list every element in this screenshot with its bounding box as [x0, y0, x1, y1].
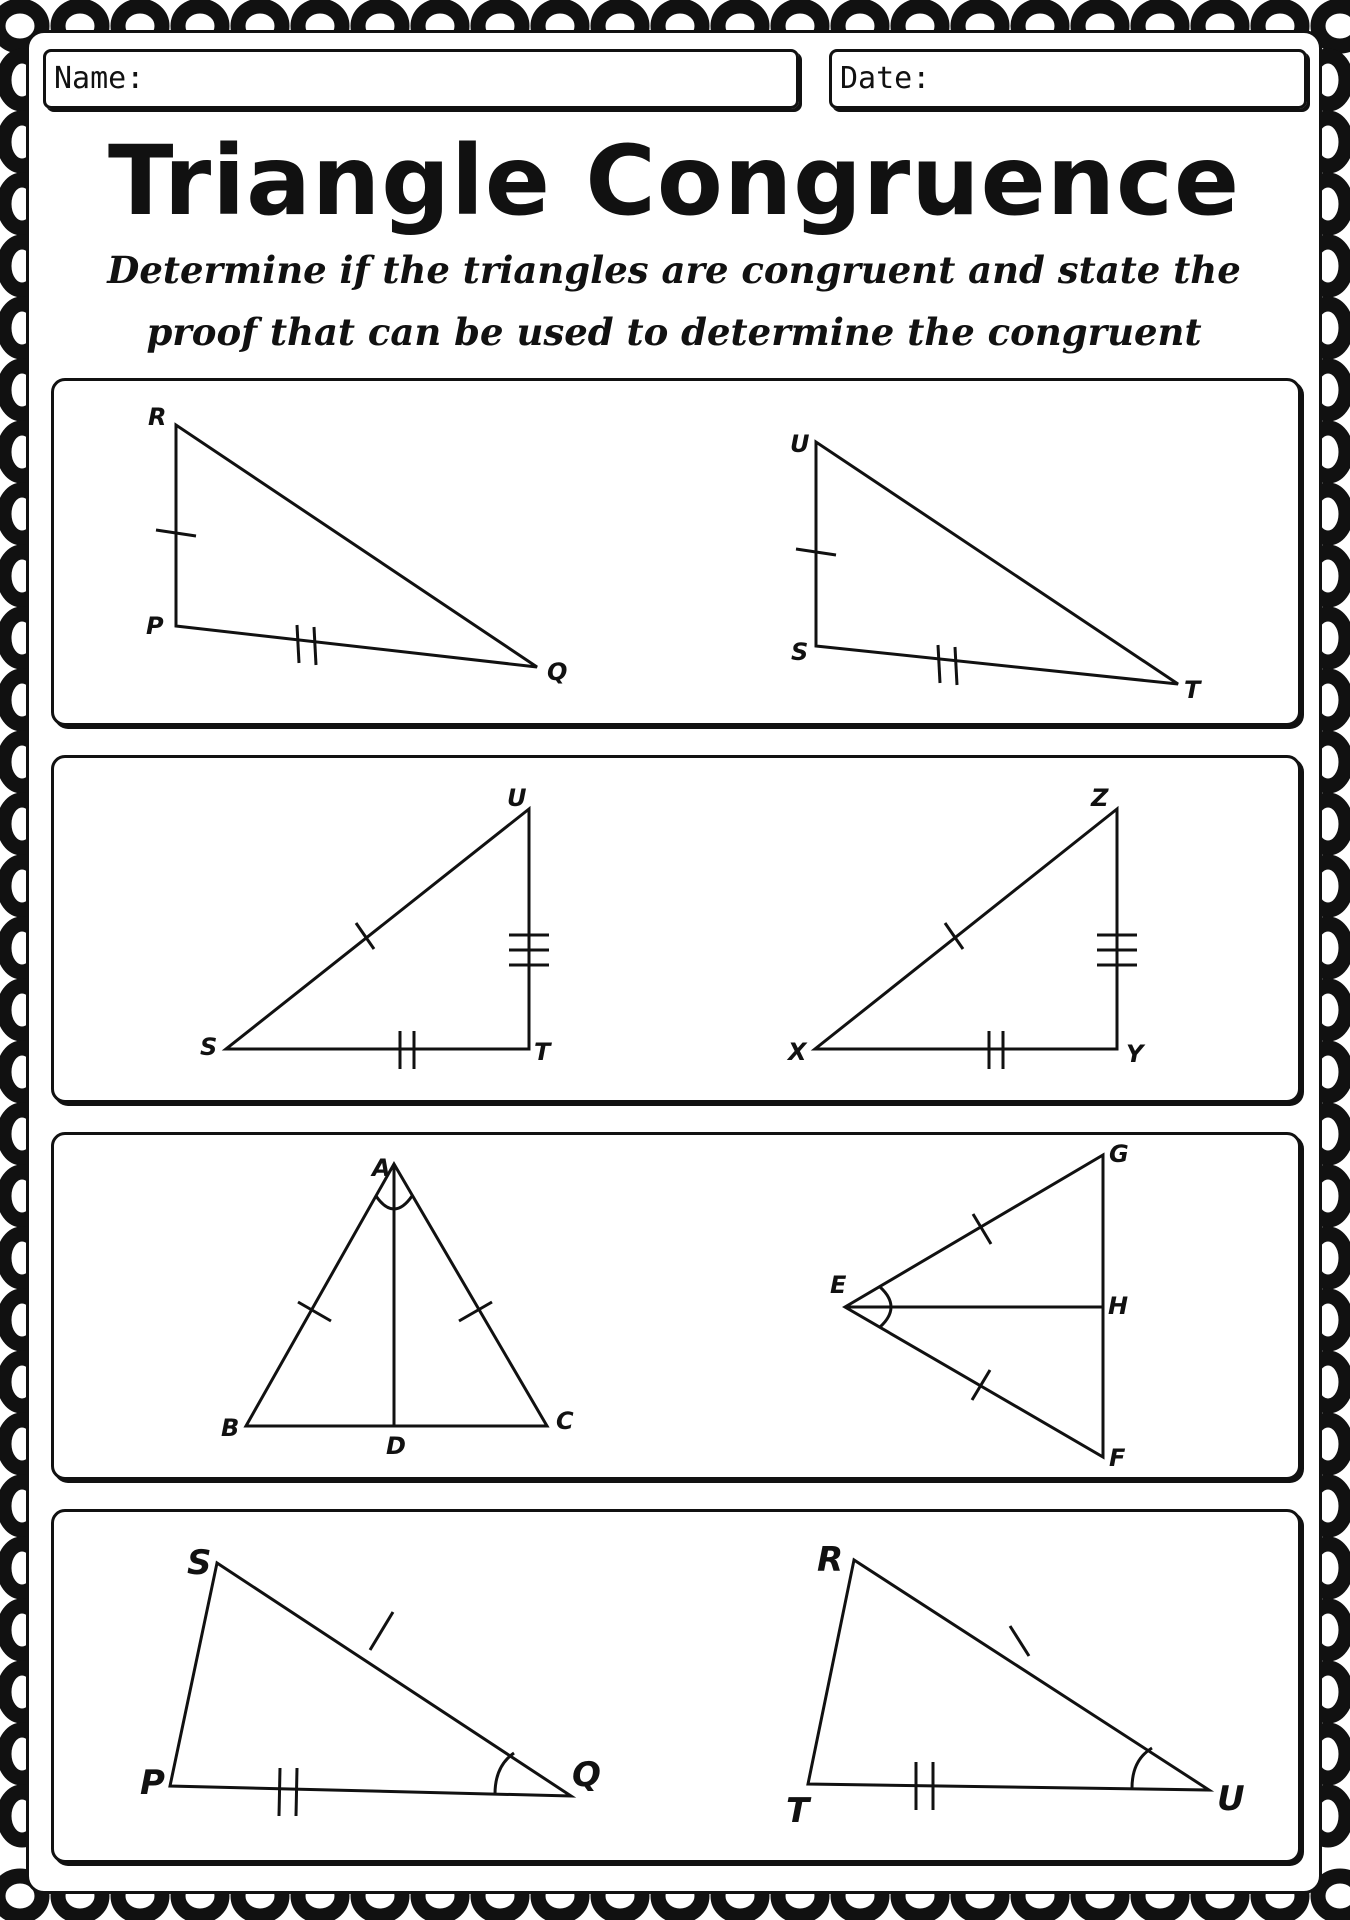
triangle-spq: [170, 1563, 571, 1796]
vertex-label: F: [1109, 1444, 1126, 1472]
vertex-label: E: [830, 1271, 847, 1299]
triangle-4-left: [140, 1543, 601, 1816]
name-label: Name:: [54, 61, 145, 96]
vertex-label: T: [534, 1038, 551, 1066]
tick-mark: [296, 1768, 297, 1816]
vertex-label: S: [200, 1033, 218, 1061]
vertex-label: H: [1108, 1292, 1129, 1320]
triangle-abc: [246, 1164, 547, 1426]
vertex-label: X: [788, 1038, 807, 1066]
triangle-zxy: [815, 809, 1117, 1049]
vertex-label: T: [786, 1791, 810, 1831]
vertex-label: U: [1217, 1779, 1245, 1819]
vertex-label: P: [140, 1763, 165, 1803]
tick-mark: [370, 1612, 393, 1650]
triangle-rpq: [176, 425, 537, 667]
angle-arc: [495, 1753, 514, 1794]
tick-mark: [314, 627, 316, 665]
instructions-text: Determine if the triangles are congruent and state the proof that can be used to determine the congruent: [107, 248, 1241, 354]
vertex-label: Q: [572, 1755, 601, 1795]
vertex-label: D: [386, 1432, 406, 1460]
vertex-label: Q: [547, 658, 568, 686]
tick-mark: [279, 1768, 280, 1816]
vertex-label: S: [187, 1543, 212, 1583]
vertex-label: Y: [1126, 1040, 1144, 1068]
vertex-label: R: [817, 1540, 844, 1580]
vertex-label: U: [507, 784, 527, 812]
tick-mark: [972, 1370, 990, 1400]
vertex-label: B: [221, 1414, 240, 1442]
vertex-label: C: [556, 1407, 574, 1435]
triangle-2-left: [200, 784, 552, 1069]
triangle-4-right: [786, 1540, 1245, 1831]
triangle-ust: [816, 442, 1178, 684]
triangle-3-right: [830, 1140, 1129, 1472]
triangle-1-left: [146, 403, 567, 686]
vertex-label: U: [790, 430, 810, 458]
triangle-2-right: [786, 784, 1146, 1069]
vertex-label: A: [372, 1154, 391, 1182]
angle-arc: [1132, 1748, 1152, 1788]
vertex-label: T: [1184, 676, 1201, 704]
vertex-label: Z: [1091, 784, 1109, 812]
vertex-label: S: [791, 638, 809, 666]
tick-mark: [938, 645, 940, 683]
tick-mark: [1010, 1626, 1029, 1656]
vertex-label: G: [1109, 1140, 1129, 1168]
tick-mark: [955, 647, 957, 685]
vertex-label: R: [148, 403, 167, 431]
triangle-rtu: [808, 1560, 1209, 1790]
triangle-1-right: [790, 430, 1202, 704]
tick-mark: [297, 625, 299, 663]
date-label: Date:: [840, 61, 931, 96]
triangle-3-left: [221, 1154, 574, 1460]
page-title: Triangle Congruence: [107, 125, 1241, 237]
vertex-label: P: [146, 612, 164, 640]
triangle-ust-2: [226, 809, 529, 1049]
